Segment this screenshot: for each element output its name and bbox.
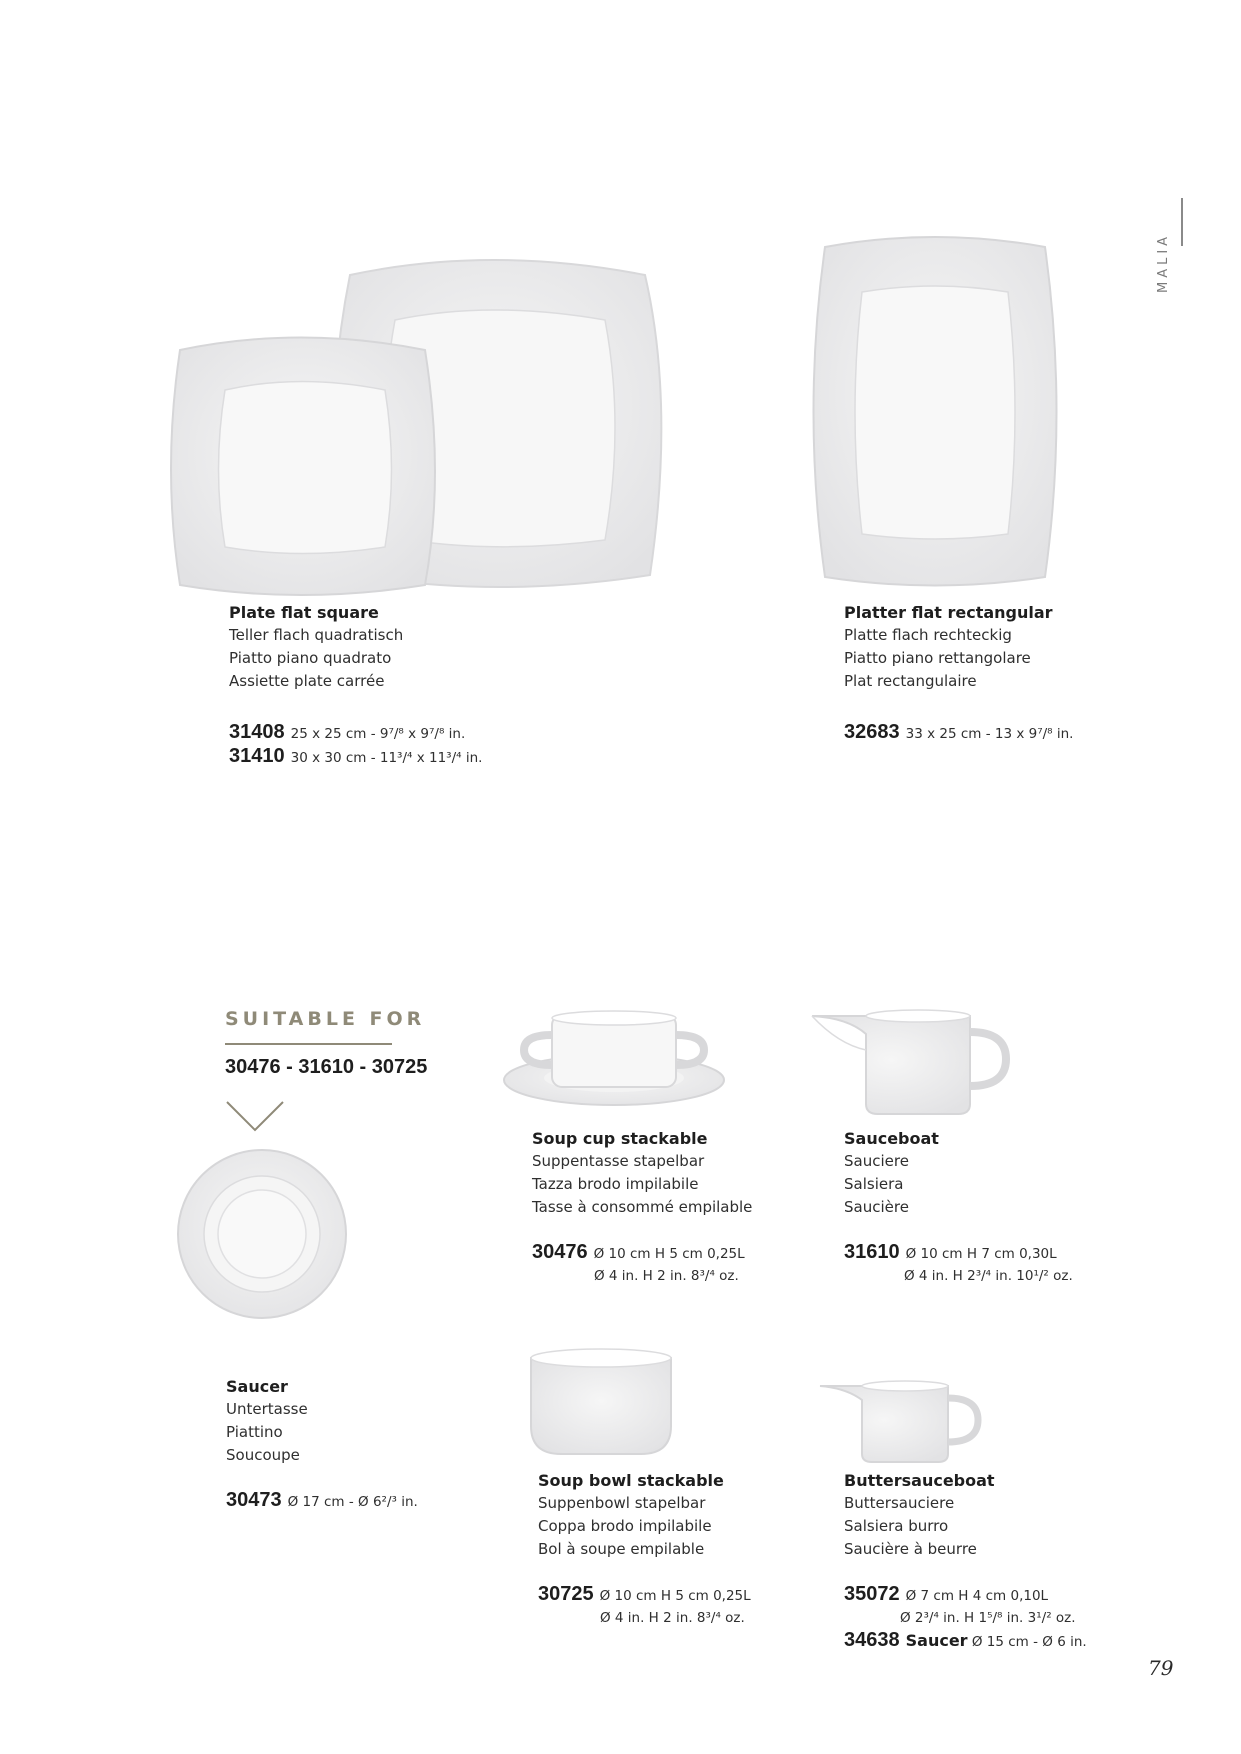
translation-fr: Bol à soupe empilable — [538, 1540, 705, 1558]
product-code: 31610 — [844, 1241, 900, 1263]
product-code-line — [229, 745, 482, 769]
product-spec-imperial: Ø 4 in. H 2³/⁴ in. 10¹/² oz. — [904, 1268, 1073, 1284]
product-name: Soup cup stackable — [532, 1129, 708, 1148]
platter-rectangular-info — [844, 602, 1073, 745]
saucer-code-line — [844, 1629, 1087, 1653]
sauceboat-photo — [808, 1004, 1014, 1116]
suitable-for-rule — [225, 1043, 392, 1045]
saucer-spec: Ø 15 cm - Ø 6 in. — [971, 1634, 1087, 1650]
product-code: 30725 — [538, 1583, 594, 1605]
translation-it: Coppa brodo impilabile — [538, 1517, 712, 1535]
product-name: Saucer — [226, 1377, 288, 1396]
product-name: Buttersauceboat — [844, 1471, 995, 1490]
chevron-down-icon — [225, 1100, 285, 1134]
soup-cup-photo — [502, 1010, 726, 1122]
product-spec: Ø 17 cm - Ø 6²/³ in. — [287, 1494, 418, 1510]
translation-de: Buttersauciere — [844, 1494, 955, 1512]
product-code: 30476 — [532, 1241, 588, 1263]
platter-rectangular-photo — [800, 232, 1070, 592]
product-spec: 25 x 25 cm - 9⁷/⁸ x 9⁷/⁸ in. — [290, 726, 466, 742]
translation-it: Piattino — [226, 1423, 283, 1441]
translation-de: Platte flach rechteckig — [844, 626, 1012, 644]
product-spec-imperial: Ø 2³/⁴ in. H 1⁵/⁸ in. 3¹/² oz. — [900, 1610, 1076, 1626]
section-tab — [1150, 198, 1190, 298]
buttersauceboat-photo — [816, 1376, 986, 1466]
tab-bar — [1181, 198, 1183, 246]
translation-fr: Saucière à beurre — [844, 1540, 977, 1558]
product-code-line — [844, 721, 1073, 745]
buttersauceboat-info — [844, 1470, 1087, 1653]
product-spec: Ø 10 cm H 5 cm 0,25L — [599, 1588, 751, 1604]
product-name: Platter flat rectangular — [844, 603, 1053, 622]
product-code-line — [844, 1241, 1073, 1265]
translation-de: Untertasse — [226, 1400, 308, 1418]
product-spec: Ø 10 cm H 7 cm 0,30L — [905, 1246, 1057, 1262]
saucer-label: Saucer — [905, 1631, 968, 1650]
translation-de: Suppenbowl stapelbar — [538, 1494, 706, 1512]
saucer-code: 34638 — [844, 1629, 900, 1651]
suitable-for-heading: SUITABLE FOR — [225, 1008, 426, 1030]
translation-fr: Plat rectangulaire — [844, 672, 977, 690]
product-code: 31410 — [229, 745, 285, 767]
translation-it: Piatto piano quadrato — [229, 649, 392, 667]
product-code-line — [229, 721, 482, 745]
product-code-line — [538, 1583, 751, 1607]
plate-square-photo — [170, 255, 690, 600]
product-code: 30473 — [226, 1489, 282, 1511]
translation-it: Piatto piano rettangolare — [844, 649, 1031, 667]
translation-de: Teller flach quadratisch — [229, 626, 404, 644]
sauceboat-info — [844, 1128, 1073, 1287]
plate-square-info — [229, 602, 482, 769]
translation-fr: Assiette plate carrée — [229, 672, 385, 690]
product-code-line — [226, 1489, 418, 1513]
translation-it: Tazza brodo impilabile — [532, 1175, 699, 1193]
suitable-for-codes: 30476 - 31610 - 30725 — [225, 1056, 428, 1078]
product-spec: 30 x 30 cm - 11³/⁴ x 11³/⁴ in. — [290, 750, 483, 766]
translation-fr: Saucière — [844, 1198, 909, 1216]
page-number: 79 — [1148, 1656, 1174, 1680]
translation-fr: Soucoupe — [226, 1446, 300, 1464]
product-code: 35072 — [844, 1583, 900, 1605]
translation-fr: Tasse à consommé empilable — [532, 1198, 753, 1216]
product-spec: Ø 7 cm H 4 cm 0,10L — [905, 1588, 1049, 1604]
translation-it: Salsiera burro — [844, 1517, 949, 1535]
translation-it: Salsiera — [844, 1175, 904, 1193]
soup-bowl-photo — [526, 1346, 676, 1458]
product-spec: 33 x 25 cm - 13 x 9⁷/⁸ in. — [905, 726, 1074, 742]
product-code-line — [844, 1583, 1087, 1607]
product-code: 32683 — [844, 721, 900, 743]
soup-cup-info — [532, 1128, 752, 1287]
saucer-info — [226, 1376, 418, 1513]
translation-de: Suppentasse stapelbar — [532, 1152, 705, 1170]
product-spec-imperial: Ø 4 in. H 2 in. 8³/⁴ oz. — [594, 1268, 739, 1284]
product-code-line — [532, 1241, 752, 1265]
section-tab-label: MALIA — [1156, 232, 1171, 293]
product-name: Sauceboat — [844, 1129, 939, 1148]
product-name: Plate flat square — [229, 603, 379, 622]
product-spec-imperial: Ø 4 in. H 2 in. 8³/⁴ oz. — [600, 1610, 745, 1626]
product-code: 31408 — [229, 721, 285, 743]
product-name: Soup bowl stackable — [538, 1471, 724, 1490]
saucer-photo — [176, 1148, 348, 1320]
soup-bowl-info — [538, 1470, 751, 1629]
translation-de: Sauciere — [844, 1152, 909, 1170]
product-spec: Ø 10 cm H 5 cm 0,25L — [593, 1246, 745, 1262]
